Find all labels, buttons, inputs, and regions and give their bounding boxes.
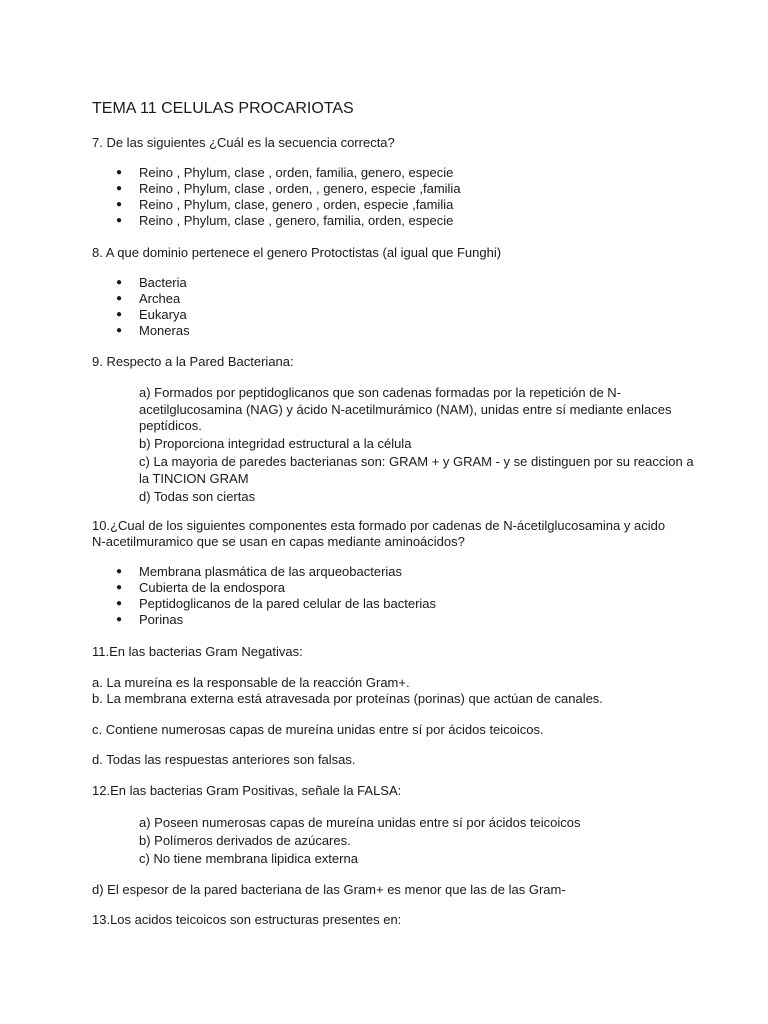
list-item: ● Archea xyxy=(116,291,181,306)
list-item: ● Reino , Phylum, clase , orden, familia, genero, especie xyxy=(116,165,454,180)
bullet-icon: ● xyxy=(116,199,123,210)
question-9: 9. Respecto a la Pared Bacteriana: xyxy=(92,354,294,369)
question-10-line-2: N-acetilmuramico que se usan en capas mediante aminoácidos? xyxy=(92,534,465,549)
question-7: 7. De las siguientes ¿Cuál es la secuencia correcta? xyxy=(92,135,395,150)
question-12: 12.En las bacterias Gram Positivas, señale la FALSA: xyxy=(92,783,402,798)
bullet-icon: ● xyxy=(116,293,123,304)
question-12-options xyxy=(139,815,699,869)
bullet-icon: ● xyxy=(116,582,123,593)
question-10-line-1: 10.¿Cual de los siguientes componentes esta formado por cadenas de N-ácetilglucosamina y acido xyxy=(92,518,666,533)
question-8-options xyxy=(92,275,190,339)
list-item: ● Reino , Phylum, clase , orden, , genero, especie ,familia xyxy=(116,181,461,196)
list-item: a) Poseen numerosas capas de mureína unidas entre sí por ácidos teicoicos xyxy=(139,815,581,830)
list-item: ● Membrana plasmática de las arqueobacterias xyxy=(116,564,403,579)
bullet-icon: ● xyxy=(116,566,123,577)
list-item: ● Porinas xyxy=(116,612,184,627)
question-11-option-c: c. Contiene numerosas capas de mureína unidas entre sí por ácidos teicoicos. xyxy=(92,722,544,737)
question-7-options xyxy=(92,165,461,229)
question-12-option-d: d) El espesor de la pared bacteriana de las Gram+ es menor que las de las Gram- xyxy=(92,882,566,897)
list-item: ● Reino , Phylum, clase, genero , orden, especie ,familia xyxy=(116,197,454,212)
list-item: b) Proporciona integridad estructural a la célula xyxy=(139,436,412,451)
list-item: b) Polímeros derivados de azúcares. xyxy=(139,833,351,848)
list-item: ● Bacteria xyxy=(116,275,187,290)
list-item: c) La mayoria de paredes bacterianas son: GRAM + y GRAM - y se distinguen por su reaccion a la TINCION GRAM xyxy=(139,454,694,486)
list-item: ● Moneras xyxy=(116,323,190,338)
list-item: c) No tiene membrana lipidica externa xyxy=(139,851,358,866)
list-item: d) Todas son ciertas xyxy=(139,488,256,504)
question-11-option-b: b. La membrana externa está atravesada por proteínas (porinas) que actúan de canales. xyxy=(92,691,603,706)
question-13: 13.Los acidos teicoicos son estructuras presentes en: xyxy=(92,912,402,927)
list-item: ● Cubierta de la endospora xyxy=(116,580,285,595)
bullet-icon: ● xyxy=(116,215,123,226)
page-title: TEMA 11 CELULAS PROCARIOTAS xyxy=(92,100,354,117)
bullet-icon: ● xyxy=(116,309,123,320)
question-11: 11.En las bacterias Gram Negativas: xyxy=(92,644,303,659)
list-item: ● Peptidoglicanos de la pared celular de las bacterias xyxy=(116,596,437,611)
list-item: ● Reino , Phylum, clase , genero, familia, orden, especie xyxy=(116,213,454,228)
list-item: ● Eukarya xyxy=(116,307,187,322)
bullet-icon: ● xyxy=(116,277,123,288)
bullet-icon: ● xyxy=(116,614,123,625)
bullet-icon: ● xyxy=(116,598,123,609)
list-item: a) Formados por peptidoglicanos que son cadenas formadas por la repetición de N-acetilglucosamina (NAG) y ácido N-acetilmurámico (NAM), unidas entre sí mediante enlaces peptídicos. xyxy=(139,385,672,433)
bullet-icon: ● xyxy=(116,325,123,336)
bullet-icon: ● xyxy=(116,183,123,194)
question-8: 8. A que dominio pertenece el genero Protoctistas (al igual que Funghi) xyxy=(92,245,502,260)
question-9-options xyxy=(139,385,699,507)
question-11-option-d: d. Todas las respuestas anteriores son falsas. xyxy=(92,752,356,767)
question-11-option-a: a. La mureína es la responsable de la reacción Gram+. xyxy=(92,675,410,690)
question-10-options xyxy=(92,564,436,628)
bullet-icon: ● xyxy=(116,167,123,178)
